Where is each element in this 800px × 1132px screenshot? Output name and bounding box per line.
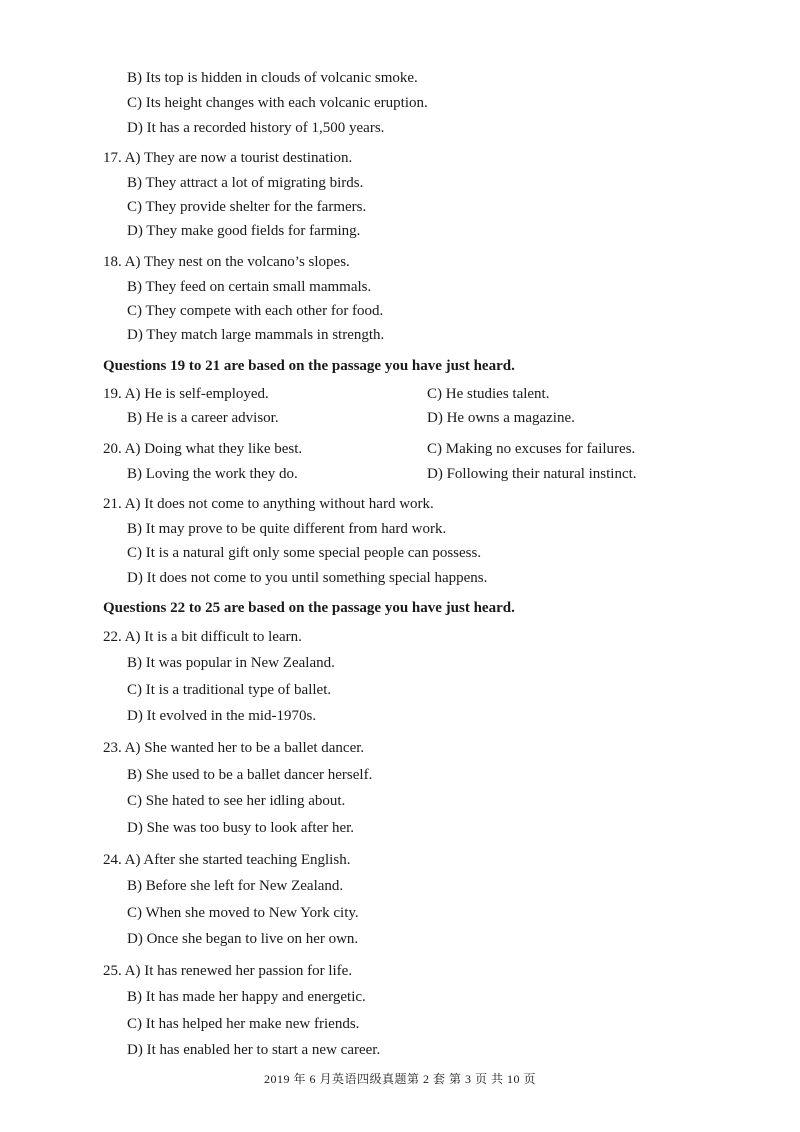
q16-option-b: B) Its top is hidden in clouds of volcanic smoke. [127,70,418,86]
q25-option-a: 25. A) It has renewed her passion for life. [103,963,353,979]
q25-option-b: B) It has made her happy and energetic. [127,989,366,1005]
q17-option-b: B) They attract a lot of migrating birds. [127,175,364,191]
q22-option-c: C) It is a traditional type of ballet. [127,682,332,698]
q23-option-b: B) She used to be a ballet dancer herself. [127,767,373,783]
q22-option-b: B) It was popular in New Zealand. [127,655,335,671]
q24-option-b: B) Before she left for New Zealand. [127,878,344,894]
q24-option-d: D) Once she began to live on her own. [127,931,359,947]
q20-option-b: B) Loving the work they do. [127,466,298,482]
q22-option-a: 22. A) It is a bit difficult to learn. [103,629,302,645]
q21-option-a: 21. A) It does not come to anything without hard work. [103,496,434,512]
q18-option-a: 18. A) They nest on the volcano’s slopes. [103,254,350,270]
q20-option-c: C) Making no excuses for failures. [427,441,636,457]
q16-option-d: D) It has a recorded history of 1,500 years. [127,120,385,136]
section-heading-19-21: Questions 19 to 21 are based on the passage you have just heard. [103,358,515,374]
q23-option-d: D) She was too busy to look after her. [127,820,355,836]
q20-option-d: D) Following their natural instinct. [427,466,637,482]
q25-option-d: D) It has enabled her to start a new career. [127,1042,381,1058]
q24-option-a: 24. A) After she started teaching English. [103,852,351,868]
q19-option-b: B) He is a career advisor. [127,410,279,426]
q24-option-c: C) When she moved to New York city. [127,905,359,921]
q17-option-c: C) They provide shelter for the farmers. [127,199,367,215]
q23-option-a: 23. A) She wanted her to be a ballet dancer. [103,740,365,756]
q20-option-a: 20. A) Doing what they like best. [103,441,303,457]
section-heading-22-25: Questions 22 to 25 are based on the passage you have just heard. [103,600,515,616]
q17-option-d: D) They make good fields for farming. [127,223,361,239]
q18-option-d: D) They match large mammals in strength. [127,327,385,343]
q18-option-c: C) They compete with each other for food. [127,303,384,319]
q25-option-c: C) It has helped her make new friends. [127,1016,360,1032]
q16-option-c: C) Its height changes with each volcanic eruption. [127,95,428,111]
q22-option-d: D) It evolved in the mid-1970s. [127,708,317,724]
q19-option-d: D) He owns a magazine. [427,410,575,426]
q21-option-c: C) It is a natural gift only some special people can possess. [127,545,482,561]
q18-option-b: B) They feed on certain small mammals. [127,279,372,295]
q23-option-c: C) She hated to see her idling about. [127,793,346,809]
q21-option-b: B) It may prove to be quite different from hard work. [127,521,447,537]
q21-option-d: D) It does not come to you until something special happens. [127,570,488,586]
q17-option-a: 17. A) They are now a tourist destination. [103,150,353,166]
page-footer: 2019 年 6 月英语四级真题第 2 套 第 3 页 共 10 页 [263,1072,536,1086]
q19-option-a: 19. A) He is self-employed. [103,386,269,402]
q19-option-c: C) He studies talent. [427,386,550,402]
